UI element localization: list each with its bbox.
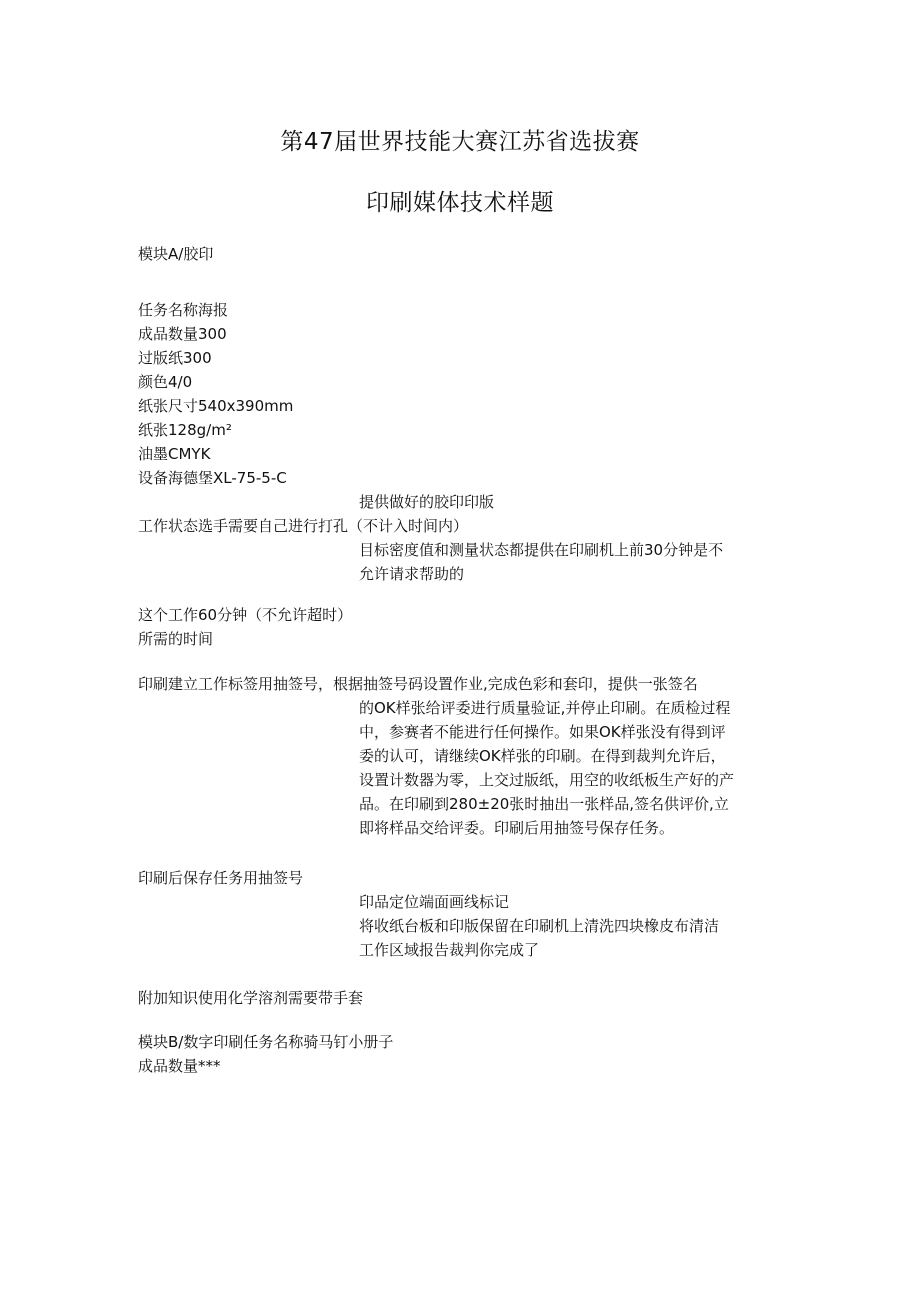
task-name: 任务名称海报 bbox=[138, 301, 229, 319]
print-line-1: 印刷建立工作标签用抽签号，根据抽签号码设置作业,完成色彩和套印，提供一张签名 bbox=[138, 675, 698, 693]
ink: 油墨CMYK bbox=[138, 445, 211, 463]
paper: 纸张128g∕m² bbox=[138, 421, 232, 439]
status-label-line: 工作状态选手需要自己进行打孔（不计入时间内） bbox=[138, 517, 469, 535]
print-line-2: 的OK样张给评委进行质量验证,并停止印刷。在质检过程 bbox=[359, 699, 731, 717]
status-plate: 提供做好的胶印印版 bbox=[359, 493, 495, 511]
time-limit: 这个工作60分钟（不允许超时） bbox=[138, 606, 353, 624]
print-line-6: 品。在印刷到280±20张时抽出一张样品,签名供评价,立 bbox=[359, 795, 729, 813]
module-b-quantity: 成品数量*** bbox=[138, 1057, 221, 1075]
after-print-heading: 印刷后保存任务用抽签号 bbox=[138, 869, 304, 887]
after-print-clean: 将收纸台板和印版保留在印刷机上清洗四块橡皮布清洁 bbox=[359, 917, 720, 935]
document-subtitle: 印刷媒体技术样题 bbox=[366, 190, 554, 216]
paper-size: 纸张尺寸540x390mm bbox=[138, 397, 294, 415]
document-title: 第47届世界技能大赛江苏省选拔赛 bbox=[280, 129, 640, 155]
module-b-heading: 模块B/数字印刷任务名称骑马钉小册子 bbox=[138, 1033, 394, 1051]
extra-knowledge: 附加知识使用化学溶剂需要带手套 bbox=[138, 989, 364, 1007]
print-line-7: 即将样品交给评委。印刷后用抽签号保存任务。 bbox=[359, 819, 675, 837]
module-a-heading: 模块A/胶印 bbox=[138, 245, 214, 263]
status-density: 目标密度值和测量状态都提供在印刷机上前30分钟是不 bbox=[359, 541, 724, 559]
after-print-mark: 印品定位端面画线标记 bbox=[359, 893, 510, 911]
makeready-paper: 过版纸300 bbox=[138, 349, 212, 367]
time-label: 所需的时间 bbox=[138, 630, 214, 648]
colors: 颜色4/0 bbox=[138, 373, 193, 391]
print-line-5: 设置计数器为零，上交过版纸，用空的收纸板生产好的产 bbox=[359, 771, 735, 789]
quantity: 成品数量300 bbox=[138, 325, 227, 343]
print-line-3: 中，参赛者不能进行任何操作。如果OK样张没有得到评 bbox=[359, 723, 726, 741]
print-line-4: 委的认可，请继续OK样张的印刷。在得到裁判允许后， bbox=[359, 747, 726, 765]
equipment: 设备海德堡XL-75-5-C bbox=[138, 469, 287, 487]
status-help: 允许请求帮助的 bbox=[359, 565, 465, 583]
after-print-report: 工作区域报告裁判你完成了 bbox=[359, 941, 540, 959]
